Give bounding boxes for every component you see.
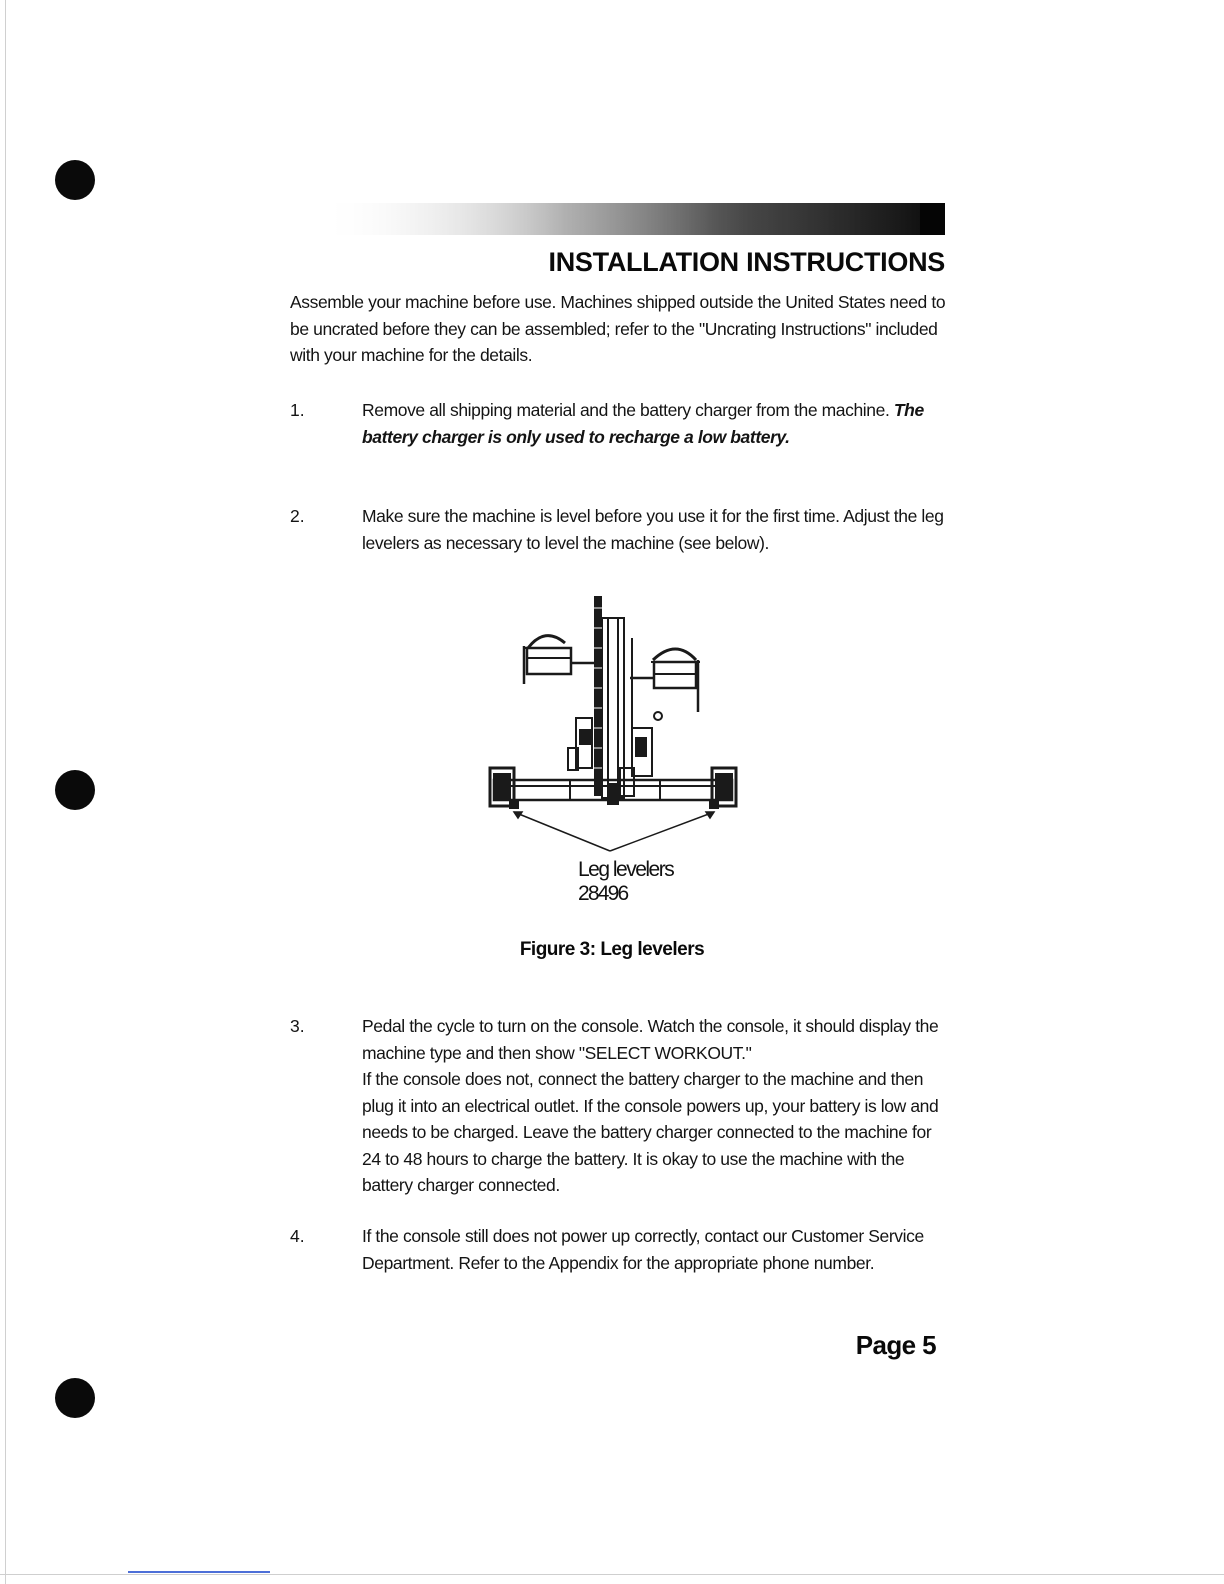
- callout-lines: [514, 812, 714, 851]
- binder-hole-middle: [55, 770, 95, 810]
- header-gradient-bar: [290, 203, 945, 235]
- step-number: 4.: [290, 1226, 305, 1246]
- part-number: 28496: [578, 882, 628, 905]
- step-1-text: [362, 397, 942, 450]
- step-1-emphasis: The battery charger is only used to recharge a low battery.: [362, 400, 924, 447]
- step-number: 3.: [290, 1016, 305, 1036]
- step-1-body: Remove all shipping material and the battery charger from the machine.: [362, 400, 890, 420]
- section-title: INSTALLATION INSTRUCTIONS: [548, 247, 945, 277]
- step-number: 1.: [290, 400, 305, 420]
- binder-hole-top: [55, 160, 95, 200]
- step-4-text: If the console still does not power up correctly, contact our Customer Service Department. Refer to the Appendix for the appropriate phone number.: [362, 1226, 924, 1273]
- step-number: 2.: [290, 506, 305, 526]
- step-3-text-continued: If the console does not, connect the battery charger to the machine and then plug it into an electrical outlet. If the console powers up, your battery is low and needs to be charged. Leave the battery charger connected to the machine for 24 to 48 hours to charge the battery. It is okay to use the machine with the battery charger connected.: [362, 1069, 939, 1195]
- page-left-edge: [5, 0, 6, 1584]
- intro-paragraph: Assemble your machine before use. Machines shipped outside the United States need to be uncrated before they can be assembled; refer to the "Uncrating Instructions" included with your machine for the details.: [290, 292, 946, 365]
- step-3-text: Pedal the cycle to turn on the console. Watch the console, it should display the machine type and then show "SELECT WORKOUT.": [362, 1016, 939, 1063]
- binder-hole-bottom: [55, 1378, 95, 1418]
- machine-drawing: [490, 596, 736, 808]
- figure-caption: Figure 3: Leg levelers: [519, 939, 705, 960]
- leg-levelers-figure: [470, 588, 760, 918]
- bottom-link-underline[interactable]: [128, 1571, 270, 1573]
- step-2-text: Make sure the machine is level before you use it for the first time. Adjust the leg levelers as necessary to level the machine (see below).: [362, 506, 944, 553]
- page-number: Page 5: [855, 1330, 936, 1360]
- callout-label: Leg levelers: [578, 858, 674, 881]
- page-bottom-edge: [0, 1574, 1224, 1575]
